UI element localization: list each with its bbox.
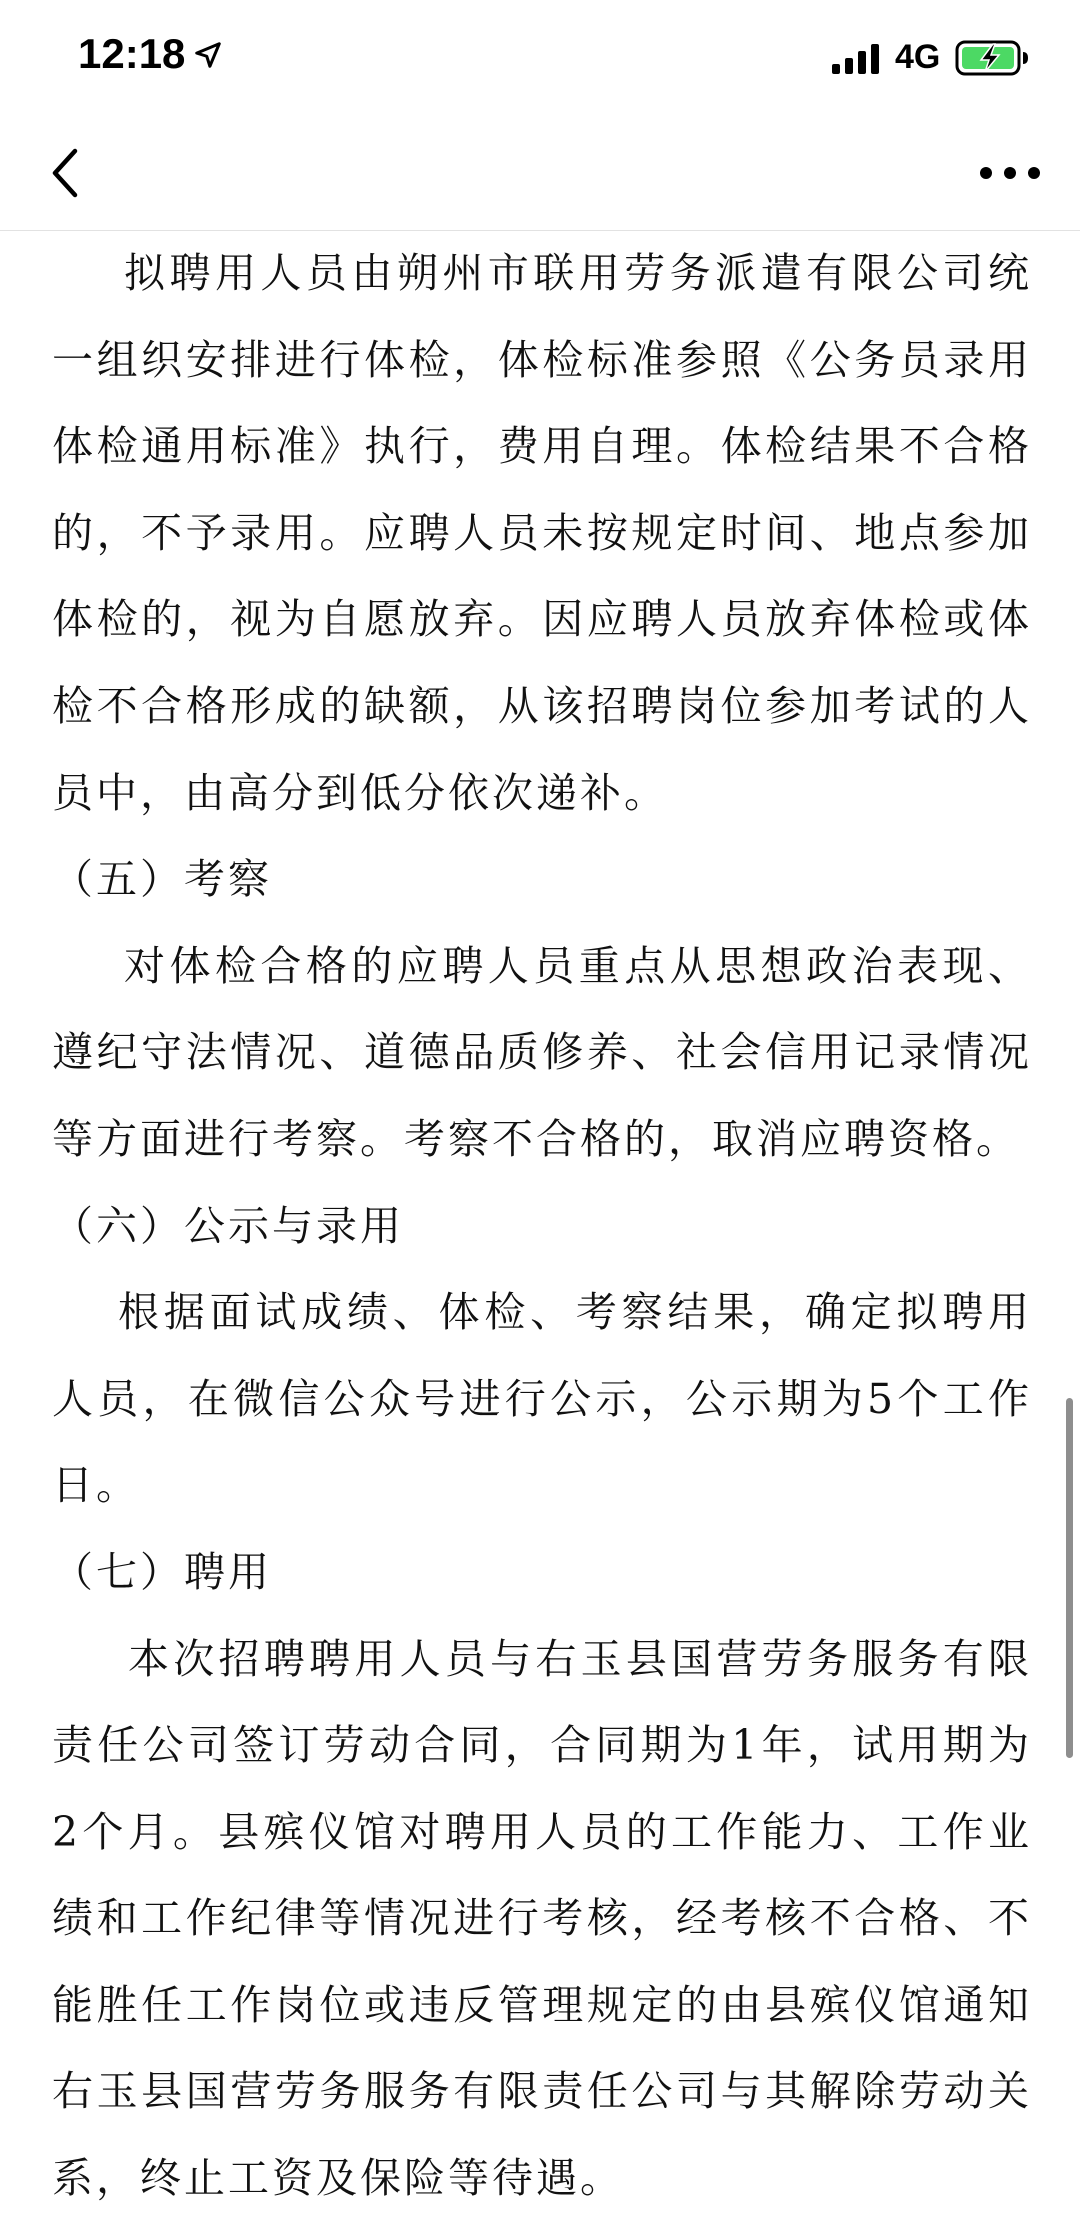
section-heading-publicity: （六）公示与录用 (52, 1201, 404, 1250)
paragraph-medical-exam: 拟聘用人员由朔州市联用劳务派遣有限公司统一组织安排进行体检，体检标准参照《公务员录用体检通用标准》执行，费用自理。体检结果不合格的，不予录用。应聘人员未按规定时间、地点参加体检的，视为自愿放弃。因应聘人员放弃体检或体检不合格形成的缺额，从该招聘岗位参加考试的人员中，由高分到低分依次递补。 (52, 249, 1032, 817)
scrollbar[interactable] (1066, 1398, 1073, 1758)
status-time: 12:18 (78, 30, 186, 77)
location-arrow-icon (193, 40, 223, 70)
back-button[interactable] (30, 138, 100, 208)
more-options-button[interactable] (970, 138, 1050, 208)
section-heading-employment: （七）聘用 (52, 1547, 272, 1596)
status-bar (0, 0, 1080, 118)
paragraph-publicity: 根据面试成绩、体检、考察结果，确定拟聘用人员，在微信公众号进行公示，公示期为5个工作日。 (52, 1288, 1032, 1510)
network-type-label: 4G (895, 38, 941, 76)
battery-charging-icon (955, 40, 1030, 76)
section-heading-inspection: （五）考察 (52, 855, 272, 904)
nav-bar (0, 118, 1080, 231)
cellular-signal-icon (832, 44, 880, 74)
paragraph-inspection: 对体检合格的应聘人员重点从思想政治表现、遵纪守法情况、道德品质修养、社会信用记录情况等方面进行考察。考察不合格的，取消应聘资格。 (52, 941, 1032, 1163)
chevron-left-icon (45, 145, 85, 201)
article-content (52, 230, 1032, 2203)
more-horizontal-icon (978, 165, 1042, 181)
paragraph-employment: 本次招聘聘用人员与右玉县国营劳务服务有限责任公司签订劳动合同，合同期为1年，试用期为2个月。县殡仪馆对聘用人员的工作能力、工作业绩和工作纪律等情况进行考核，经考核不合格、不能胜任工作岗位或违反管理规定的由县殡仪馆通知右玉县国营劳务服务有限责任公司与其解除劳动关系，终止工资及保险等待遇。 (52, 1634, 1032, 2203)
